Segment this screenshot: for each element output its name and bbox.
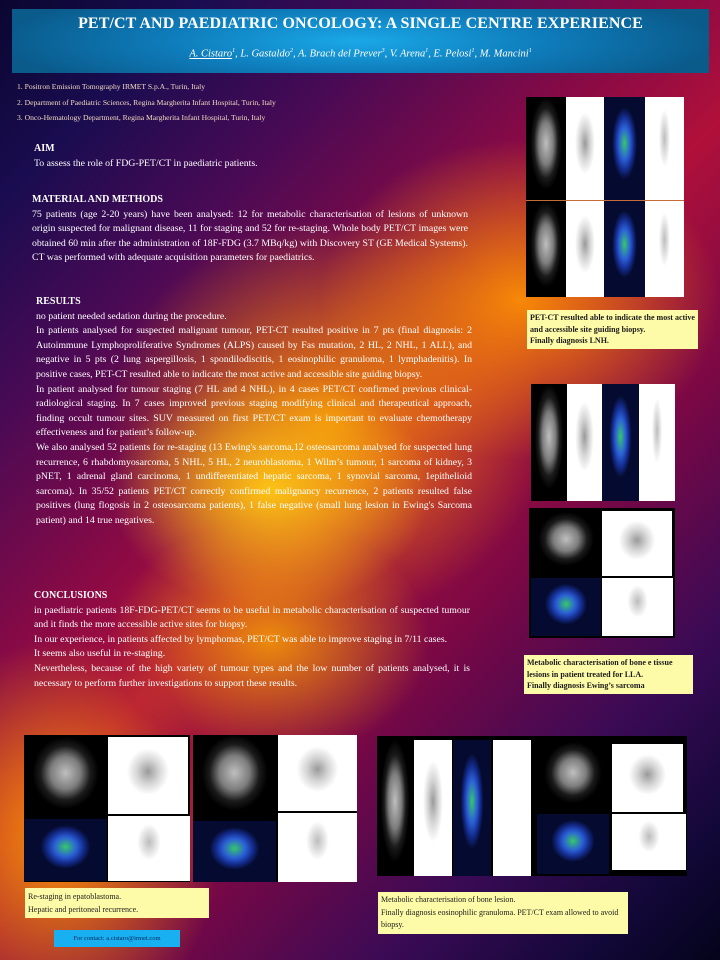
ct-axial-image [24,737,107,817]
paragraph: We also analysed 52 patients for re-staging (13 Ewing's sarcoma,12 osteosarcoma analysed for suspected lung recurrence, 6 rhabdomyosarcoma, 5 NHL, 5 HL, 2 neuroblastoma, 1 Wilm’s tumour, 1 sarcoma of kidney, 3 pNET, 1 adrenal gland carcinoma, 1 undifferentiated hepatic sarcoma, 1 synovial sarcoma, 1epithelioid sarcoma). In 35/52 patients PET/CT correctly confirmed malignancy recurrence, 2 patients resulted false positives (lung flogosis in 2 osteosarcoma patients), 1 false negative (small lung lesion in Ewing's Sarcoma patient) and 14 true negatives. [36,441,472,526]
pet-axial-image [278,735,357,811]
fusion-axial-image [531,578,601,636]
ct-sagittal-image [377,740,413,876]
paragraph: in paediatric patients 18F-FDG-PET/CT seems to be useful in metabolic characterisation of suspected tumour and it finds the more accessible active sites for biopsy. [34,604,470,631]
fusion-legs-image [604,201,645,297]
caption-line: Metabolic characterisation of bone e tissue lesions in patient treated for LLA. [527,658,673,679]
fusion-axial-image [193,821,276,882]
section-heading: AIM [34,143,55,154]
affiliations [17,79,276,126]
pet-legs-image [566,201,604,297]
pet-coronal-image [567,384,602,501]
figure-ewing-coronal [531,384,675,501]
ct-coronal-image [531,384,567,501]
fusion-coronal-image [602,384,639,501]
author: E. Pelosi [433,48,472,60]
section-conclusions [34,589,470,691]
caption-line: Finally diagnosis eosinophilic granuloma. PET/CT exam allowed to avoid biopsy. [381,907,619,929]
caption-line: PET-CT resulted able to indicate the most active and accessible site guiding biopsy. [530,313,695,334]
caption-epatoblastoma [25,888,209,918]
affiliation: 2. Department of Paediatric Sciences, Regina Margherita Infant Hospital, Turin, Italy [17,97,276,107]
caption-line: Re-staging in epatoblastoma. [28,892,122,901]
pet-axial-image [602,511,672,576]
paragraph: In patients analysed for suspected malignant tumour, PET-CT resulted positive in 7 pts (final diagnosis: 2 Autoimmune Lymphoproliferative Syndromes (ALPS) caused by Fas mutation, 2 HL, 2 NHL, 1 ALL), and negative in 5 pts (2 lung aspergillosis, 1 spondilodiscitis, 1 eosinophilic granuloma, 1 lymphadenitis). In positive cases, PET-CT resulted able to indicate the most active and accessible site guiding biopsy. [36,325,472,380]
paragraph: Nevertheless, because of the high variety of tumour types and the low number of patients analysed, it is necessary to perform further investigations to support these results. [34,662,470,689]
mip-legs-image [645,201,684,297]
ct-axial-image [193,735,276,819]
caption-line: Metabolic characterisation of bone lesion. [381,895,516,904]
figure-lnh-scans [526,97,684,297]
mip-image [278,813,357,882]
figure-granuloma-sagittal [377,736,535,876]
pet-axial-image [108,737,188,814]
section-results [36,295,472,529]
figure-epatoblastoma-2 [193,735,357,882]
mip-image [602,578,673,636]
fusion-axial-image [24,819,107,881]
author-list: A. Cistaro$^1$, L. Gastaldo$^2$, A. Brach del Prever$^3$, V. Arena$^1$, E. Pelosi$^1$, M. Mancini$^1$ [189,48,532,60]
section-methods [32,193,468,266]
mip-image [493,740,531,876]
paragraph: In patient analysed for tumour staging (7 HL and 4 NHL), in 4 cases PET/CT confirmed previous clinical-radiological staging. In 7 cases improved previous staging modifying clinical and therapeutical approach, finding occult tumour sites. SUV measured on first PET/CT exam is important to evaluate chemotherapy effectiveness and for patient’s follow-up. [36,383,472,439]
section-heading: MATERIAL AND METHODS [32,194,163,205]
caption-line: Finally diagnosis Ewing’s sarcoma [527,681,645,690]
affiliation: 3. Onco-Hematology Department, Regina Margherita Infant Hospital, Turin, Italy [17,113,266,122]
section-heading: RESULTS [36,296,81,307]
mip-image [108,816,190,881]
poster-title: PET/CT AND PAEDIATRIC ONCOLOGY: A SINGLE CENTRE EXPERIENCE [78,15,643,32]
pet-axial-image [612,744,683,812]
figure-epatoblastoma-1 [24,735,190,882]
section-aim [34,142,474,171]
author: L. Gastaldo [240,48,290,60]
caption-ewing [524,655,693,694]
figure-ewing-axial [529,508,675,638]
paragraph: 75 patients (age 2-20 years) have been analysed: 12 for metabolic characterisation of lesions of unknown origin suspected for malignant disease, 11 for staging and 52 for re-staging. Whole body PET/CT images were obtained 60 min after the administration of 18F-FDG (3.7 MBq/kg) with Discovery ST (GE Medical Systems). CT was performed with adequate acquisition parameters for paediatrics. [32,208,468,264]
author: A. Cistaro [189,48,233,60]
mip-image [639,384,675,501]
fusion-axial-image [537,814,609,874]
paragraph: It seems also useful in re-staging. [34,648,166,660]
paragraph: no patient needed sedation during the procedure. [36,310,227,322]
ct-coronal-image [526,97,566,200]
caption-granuloma [378,892,628,934]
section-heading: CONCLUSIONS [34,590,108,601]
caption-line: Finally diagnosis LNH. [530,336,609,345]
contact-box: For contact: a.cistaro@irmet.com [54,930,180,947]
title-banner [12,9,709,73]
paragraph: To assess the role of FDG-PET/CT in paediatric patients. [34,157,258,169]
paragraph: In our experience, in patients affected by lymphomas, PET/CT was able to improve staging in 7/11 cases. [34,633,448,645]
fusion-coronal-image [604,97,645,200]
ct-axial-image [537,742,609,810]
affiliation: 1. Positron Emission Tomography IRMET S.p.A., Turin, Italy [17,82,205,91]
author: V. Arena [389,48,426,60]
ct-legs-image [526,201,566,297]
author: A. Brach del Prever [298,48,382,60]
pet-coronal-image [566,97,604,200]
caption-lnh [527,310,698,349]
author: M. Mancini [479,48,529,60]
mip-image [645,97,684,200]
mip-image [612,814,686,870]
figure-granuloma-axial [535,736,687,876]
fusion-sagittal-image [453,740,491,876]
ct-axial-image [531,512,601,572]
pet-sagittal-image [414,740,452,876]
caption-line: Hepatic and peritoneal recurrence. [28,905,139,914]
